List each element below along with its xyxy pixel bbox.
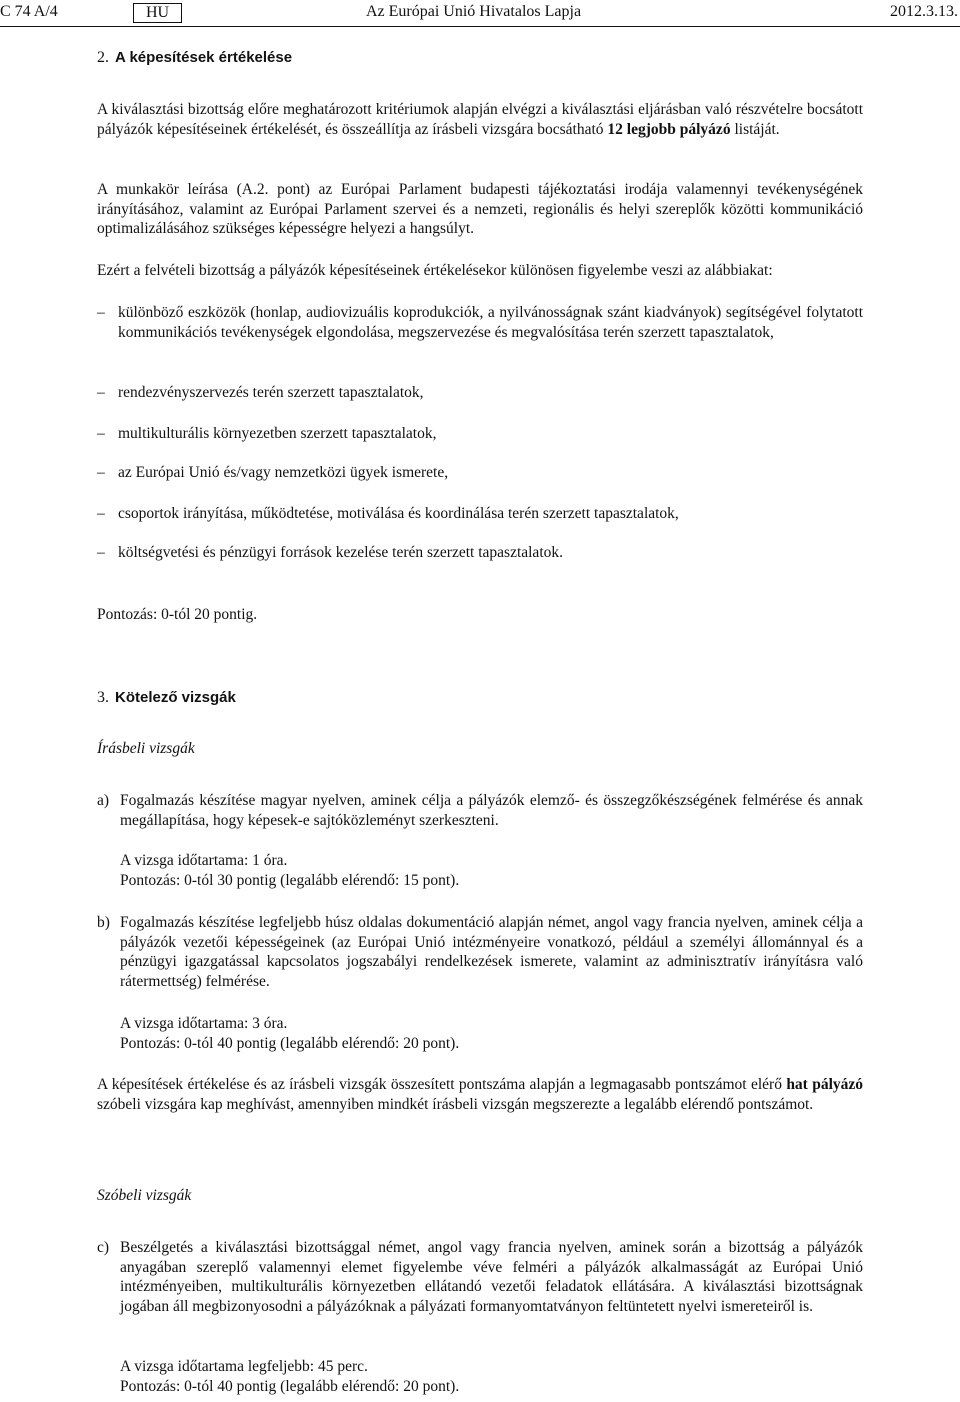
item-c-score: Pontozás: 0-tól 40 pontig (legalább elérendő: 20 pont). [120, 1378, 460, 1395]
section-2-scoring: Pontozás: 0-tól 20 pontig. [97, 606, 258, 623]
section-2-intro [97, 100, 863, 139]
item-b-text: Fogalmazás készítése legfeljebb húsz oldalas dokumentáció alapján német, angol vagy francia nyelven, aminek célja a pályázók vezetői képességeinek (az Európai Unió intézményeire vonatkozó, például a személyi állománnyal és a pénzügyi igazgatással kapcsolatos jogszabályi rendelkezések ismerete, valamint az adminisztratív irányításra való rátermettség) felmérése. [120, 914, 863, 990]
summary-text-end: szóbeli vizsgára kap meghívást, amennyiben mindkét írásbeli vizsgán megszerezte a legalább elérendő pontszámot. [97, 1095, 814, 1113]
summary-bold: hat pályázó [786, 1076, 864, 1093]
page-header [0, 2, 960, 24]
intro-bold: 12 legjobb pályázó [607, 120, 731, 138]
criteria-item: az Európai Unió és/vagy nemzetközi ügyek ismerete, [118, 464, 449, 481]
criteria-item: multikulturális környezetben szerzett tapasztalatok, [118, 425, 437, 442]
list-dash: – [97, 304, 105, 321]
item-a-label: a) [97, 792, 110, 809]
item-b-duration: A vizsga időtartama: 3 óra. [120, 1015, 288, 1032]
section-3-title: Kötelező vizsgák [115, 689, 236, 706]
item-c-label: c) [97, 1239, 110, 1256]
section-2-title: A képesítések értékelése [115, 49, 293, 66]
list-dash: – [97, 464, 105, 481]
section-3-heading [97, 688, 236, 708]
item-a-duration: A vizsga időtartama: 1 óra. [120, 852, 288, 869]
section-3-summary [97, 1075, 863, 1114]
criteria-item: különböző eszközök (honlap, audiovizuális koprodukciók, a nyilvánosságnak szánt kiadványok) segítségével folytatott kommunikációs tevékenységek elgondolása, megszervezése és megvalósítása terén szerzett tapasztalatok, [118, 304, 863, 341]
criteria-item: rendezvényszervezés terén szerzett tapasztalatok, [118, 384, 424, 401]
item-b-score: Pontozás: 0-tól 40 pontig (legalább elérendő: 20 pont). [120, 1035, 460, 1052]
item-c-duration: A vizsga időtartama legfeljebb: 45 perc. [120, 1358, 368, 1375]
list-dash: – [97, 544, 105, 561]
journal-title: Az Európai Unió Hivatalos Lapja [366, 3, 582, 20]
criteria-intro: Ezért a felvételi bizottság a pályázók képesítéseinek értékelésekor különösen figyelembe veszi az alábbiakat: [97, 262, 773, 279]
section-2-number: 2. [97, 49, 109, 66]
language-badge: HU [133, 3, 182, 23]
item-c-text: Beszélgetés a kiválasztási bizottsággal német, angol vagy francia nyelven, aminek során a bizottság a pályázók anyagában szereplő valamennyi elemet figyelembe véve felméri a pályázók alkalmasságát az Európai Unió intézményeiben, multikulturális környezetben ellátandó vezetői feladatok ellátására. A kiválasztási bizottságnak jogában áll megbizonyosodni a pályázóknak a pályázati formanyomtatványon feltüntetett nyelvi ismereteiről is. [120, 1239, 863, 1315]
oral-exams-heading: Szóbeli vizsgák [97, 1187, 192, 1204]
list-dash: – [97, 425, 105, 442]
job-description: A munkakör leírása (A.2. pont) az Európai Parlament budapesti tájékoztatási irodája valamennyi tevékenységének irányításához, valamint az Európai Parlament szervei és a nemzeti, regionális és helyi szereplők közötti kommunikáció optimalizálásához szükséges képességre helyezi a hangsúlyt. [97, 181, 863, 237]
intro-text: A kiválasztási bizottság előre meghatározott kritériumok alapján elvégzi a kiválasztási eljárásban való részvételre bocsátott pályázók képesítéseinek értékelését, és összeállítja az írásbeli vizsgára bocsátható [97, 101, 863, 138]
written-exams-heading: Írásbeli vizsgák [97, 740, 195, 757]
list-dash: – [97, 505, 105, 522]
intro-text-end: listáját. [730, 120, 780, 138]
section-3-number: 3. [97, 689, 109, 706]
publication-date: 2012.3.13. [890, 3, 958, 20]
item-a-score: Pontozás: 0-tól 30 pontig (legalább elérendő: 15 pont). [120, 872, 460, 889]
criteria-item: költségvetési és pénzügyi források kezelése terén szerzett tapasztalatok. [118, 544, 563, 561]
section-2-heading [97, 48, 292, 68]
header-divider [0, 26, 960, 27]
item-a-text: Fogalmazás készítése magyar nyelven, aminek célja a pályázók elemző- és összegzőkészségének felmérése és annak megállapítása, hogy képesek-e sajtóközleményt szerkeszteni. [120, 792, 863, 829]
list-dash: – [97, 384, 105, 401]
item-b-label: b) [97, 914, 110, 931]
summary-text: A képesítések értékelése és az írásbeli vizsgák összesített pontszáma alapján a legmagasabb pontszámot elérő [97, 1076, 787, 1093]
criteria-item: csoportok irányítása, működtetése, motiválása és koordinálása terén szerzett tapasztalatok, [118, 505, 679, 522]
page-reference: C 74 A/4 [0, 3, 58, 20]
